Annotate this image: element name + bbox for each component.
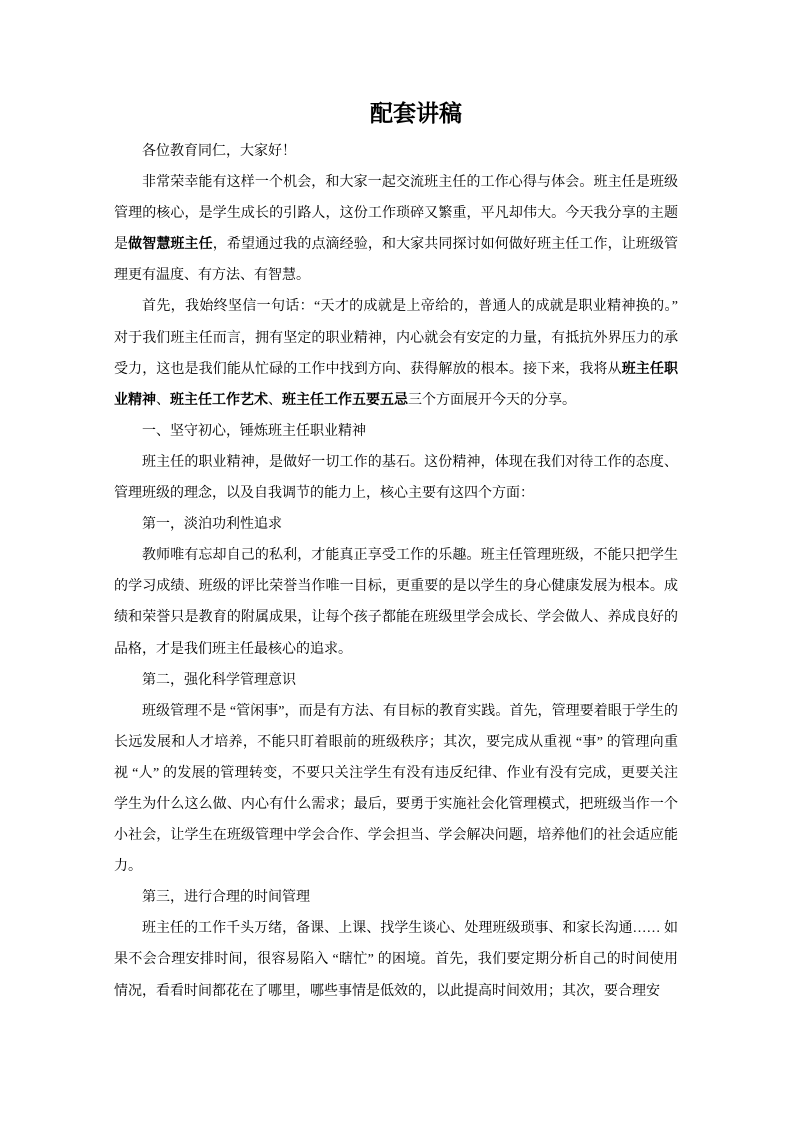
bold-text-run: 班主任工作五要五忌 — [282, 392, 408, 408]
text-run: 、 — [156, 392, 170, 408]
text-run: 一、坚守初心，锤炼班主任职业精神 — [142, 423, 366, 439]
text-run: ，希望通过我的点滴经验，和大家共同探讨如何做好班主任工作，让班级管理更有温度、有方法、有智慧。 — [114, 237, 679, 284]
text-run: 教师唯有忘却自己的私利，才能真正享受工作的乐趣。班主任管理班级，不能只把学生的学习成绩、班级的评比荣誉当作唯一目标，更重要的是以学生的身心健康发展为根本。成绩和荣誉只是教育的附属成果，让每个孩子都能在班级里学会成长、学会做人、养成良好的品格，才是我们班主任最核心的追求。 — [114, 548, 678, 657]
text-run: 班主任的工作千头万绪，备课、上课、找学生谈心、处理班级琐事、和家长沟通…… 如果不会合理安排时间，很容易陷入 “瞎忙” 的困境。首先，我们要定期分析自己的时间使用情况，看看时间都花在了哪里，哪些事情是低效的，以此提高时间效用；其次，要合理安 — [114, 921, 678, 999]
section-heading — [114, 416, 678, 447]
text-run: 首先，我始终坚信一句话：“天才的成就是上帝给的，普通人的成就是职业精神换的。” 对于我们班主任而言，拥有坚定的职业精神，内心就会有安定的力量，有抵抗外界压力的承受力，这也是我们能从忙碌的工作中找到方向、获得解放的根本。接下来，我将从 — [114, 299, 678, 377]
text-run: 班级管理不是 “管闲事”，而是有方法、有目标的教育实践。首先，管理要着眼于学生的长远发展和人才培养，不能只盯着眼前的班级秩序；其次，要完成从重视 “事” 的管理向重视 “人” 的发展的管理转变，不要只关注学生有没有违反纪律、作业有没有完成，更要关注学生为什么这么做、内心有什么需求；最后，要勇于实施社会化管理模式，把班级当作一个小社会，让学生在班级管理中学会合作、学会担当、学会解决问题，培养他们的社会适应能力。 — [114, 703, 678, 875]
bold-text-run: 做智慧班主任 — [128, 237, 213, 253]
paragraph — [114, 540, 678, 664]
section-heading — [114, 509, 678, 540]
bold-text-run: 班主任职业精神 — [114, 361, 679, 408]
text-run: 三个方面展开今天的分享。 — [408, 392, 576, 408]
paragraph — [114, 447, 678, 509]
paragraph — [114, 136, 678, 167]
section-heading — [114, 665, 678, 696]
section-heading — [114, 882, 678, 913]
paragraph — [114, 913, 678, 1006]
bold-text-run: 班主任工作艺术 — [170, 392, 268, 408]
paragraph — [114, 291, 678, 415]
paragraph — [114, 167, 678, 291]
text-run: 第三，进行合理的时间管理 — [142, 890, 310, 906]
document-title: 配套讲稿 — [370, 101, 462, 126]
text-run: 非常荣幸能有这样一个机会，和大家一起交流班主任的工作心得与体会。班主任是班级管理的核心，是学生成长的引路人，这份工作琐碎又繁重，平凡却伟大。今天我分享的主题是 — [114, 175, 678, 253]
text-run: 第一，淡泊功利性追求 — [142, 517, 282, 533]
text-run: 班主任的职业精神，是做好一切工作的基石。这份精神，体现在我们对待工作的态度、管理班级的理念，以及自我调节的能力上，核心主要有这四个方面： — [114, 454, 678, 502]
text-run: 第二，强化科学管理意识 — [142, 672, 296, 688]
text-run: 、 — [268, 392, 282, 408]
document-body — [114, 136, 678, 1007]
paragraph — [114, 696, 678, 883]
text-run: 各位教育同仁，大家好！ — [142, 144, 296, 159]
